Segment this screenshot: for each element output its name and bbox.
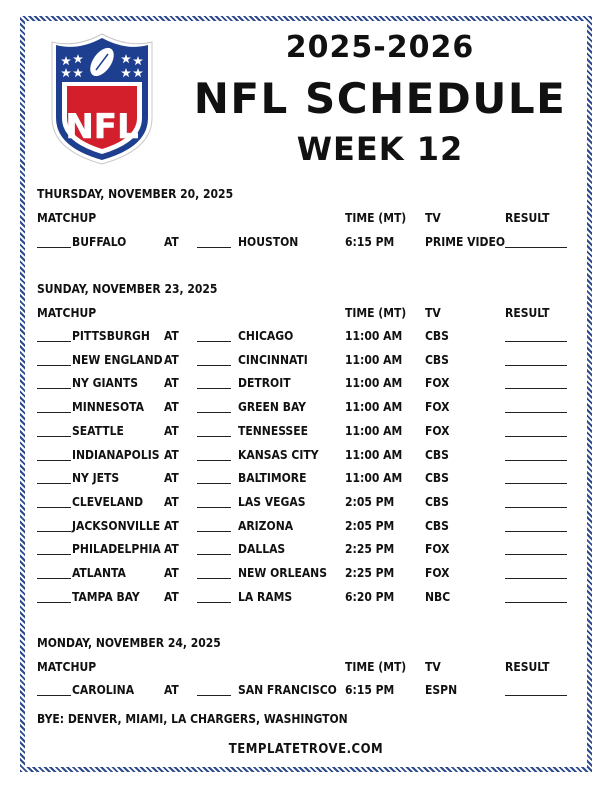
game-time: 6:15 PM — [345, 235, 395, 249]
game-time: 2:05 PM — [345, 518, 395, 533]
game-row — [0, 493, 612, 511]
tv-header: TV — [425, 211, 441, 225]
home-pick-line[interactable] — [197, 436, 231, 437]
result-line[interactable] — [505, 695, 567, 696]
away-team: INDIANAPOLIS — [72, 447, 160, 462]
home-team: GREEN BAY — [238, 400, 306, 415]
away-team: CLEVELAND — [72, 494, 144, 509]
game-time: 11:00 AM — [345, 423, 403, 438]
away-pick-line[interactable] — [37, 602, 71, 603]
home-team: ARIZONA — [238, 518, 294, 533]
away-pick-line[interactable] — [37, 695, 71, 696]
tv-network: CBS — [425, 352, 449, 367]
tv-network: CBS — [425, 471, 449, 486]
home-team: LA RAMS — [238, 589, 293, 604]
matchup-header: MATCHUP — [37, 306, 97, 320]
away-team: NY JETS — [72, 471, 120, 486]
at-label: AT — [164, 566, 179, 580]
home-team: CHICAGO — [238, 329, 294, 343]
tv-network: ESPN — [425, 683, 458, 697]
at-label: AT — [164, 447, 179, 462]
at-label: AT — [164, 423, 179, 438]
game-row — [0, 517, 612, 535]
game-row — [0, 374, 612, 392]
result-line[interactable] — [505, 507, 567, 508]
result-line[interactable] — [505, 247, 567, 248]
at-label: AT — [164, 518, 179, 533]
tv-network: PRIME VIDEO — [425, 235, 506, 249]
away-pick-line[interactable] — [37, 436, 71, 437]
tv-network: FOX — [425, 423, 450, 438]
at-label: AT — [164, 683, 179, 697]
away-team: ATLANTA — [72, 566, 126, 580]
logo-text: NFL — [65, 107, 139, 147]
home-team: DETROIT — [238, 376, 291, 391]
bye-teams: BYE: DENVER, MIAMI, LA CHARGERS, WASHINGTON — [37, 712, 348, 726]
tv-network: CBS — [425, 494, 449, 509]
result-line[interactable] — [505, 436, 567, 437]
away-team: PHILADELPHIA — [72, 542, 161, 557]
home-pick-line[interactable] — [197, 388, 231, 389]
away-pick-line[interactable] — [37, 483, 71, 484]
away-team: NY GIANTS — [72, 376, 139, 391]
tv-network: FOX — [425, 542, 450, 557]
home-pick-line[interactable] — [197, 460, 231, 461]
matchup-header: MATCHUP — [37, 211, 97, 225]
away-pick-line[interactable] — [37, 388, 71, 389]
footer-site: TEMPLATETROVE.COM — [228, 742, 384, 757]
time-header: TIME (MT) — [345, 660, 407, 674]
section-date: MONDAY, NOVEMBER 24, 2025 — [37, 636, 221, 650]
game-row — [0, 351, 612, 369]
column-header-row — [0, 209, 612, 227]
home-pick-line[interactable] — [197, 695, 231, 696]
at-label: AT — [164, 376, 179, 391]
game-row — [0, 398, 612, 416]
tv-network: CBS — [425, 447, 449, 462]
result-line[interactable] — [505, 554, 567, 555]
game-row — [0, 564, 612, 582]
home-pick-line[interactable] — [197, 341, 231, 342]
away-pick-line[interactable] — [37, 365, 71, 366]
game-time: 6:20 PM — [345, 589, 395, 604]
away-team: PITTSBURGH — [72, 329, 150, 343]
matchup-header: MATCHUP — [37, 660, 97, 674]
week-title: WEEK 12 — [296, 130, 464, 168]
result-header: RESULT — [505, 211, 550, 225]
away-pick-line[interactable] — [37, 247, 71, 248]
tv-header: TV — [425, 306, 441, 320]
section-date: THURSDAY, NOVEMBER 20, 2025 — [37, 187, 234, 201]
home-pick-line[interactable] — [197, 507, 231, 508]
home-pick-line[interactable] — [197, 554, 231, 555]
section-date: SUNDAY, NOVEMBER 23, 2025 — [37, 282, 218, 296]
tv-network: FOX — [425, 566, 450, 580]
away-pick-line[interactable] — [37, 554, 71, 555]
result-header: RESULT — [505, 660, 550, 674]
home-team: NEW ORLEANS — [238, 566, 327, 580]
away-team: BUFFALO — [72, 235, 127, 249]
game-time: 11:00 AM — [345, 329, 403, 343]
home-pick-line[interactable] — [197, 365, 231, 366]
at-label: AT — [164, 400, 179, 415]
home-pick-line[interactable] — [197, 412, 231, 413]
home-team: TENNESSEE — [238, 423, 308, 438]
home-team: SAN FRANCISCO — [238, 683, 337, 697]
game-row — [0, 327, 612, 345]
game-time: 11:00 AM — [345, 447, 403, 462]
game-row — [0, 422, 612, 440]
tv-network: FOX — [425, 400, 450, 415]
away-pick-line[interactable] — [37, 460, 71, 461]
column-header-row — [0, 658, 612, 676]
game-time: 2:25 PM — [345, 566, 395, 580]
away-pick-line[interactable] — [37, 531, 71, 532]
game-row — [0, 233, 612, 251]
result-line[interactable] — [505, 578, 567, 579]
away-team: SEATTLE — [72, 423, 124, 438]
away-pick-line[interactable] — [37, 578, 71, 579]
time-header: TIME (MT) — [345, 211, 407, 225]
home-team: KANSAS CITY — [238, 447, 319, 462]
schedule-title: NFL SCHEDULE — [193, 74, 567, 123]
away-pick-line[interactable] — [37, 341, 71, 342]
game-row — [0, 446, 612, 464]
game-time: 11:00 AM — [345, 471, 403, 486]
result-line[interactable] — [505, 483, 567, 484]
away-team: NEW ENGLAND — [72, 352, 163, 367]
result-line[interactable] — [505, 460, 567, 461]
home-team: BALTIMORE — [238, 471, 307, 486]
result-line[interactable] — [505, 531, 567, 532]
home-team: HOUSTON — [238, 235, 299, 249]
result-line[interactable] — [505, 602, 567, 603]
away-pick-line[interactable] — [37, 507, 71, 508]
column-header-row — [0, 304, 612, 322]
result-line[interactable] — [505, 365, 567, 366]
away-team: CAROLINA — [72, 683, 135, 697]
tv-network: CBS — [425, 518, 449, 533]
game-row — [0, 588, 612, 606]
game-time: 2:05 PM — [345, 494, 395, 509]
result-line[interactable] — [505, 388, 567, 389]
tv-network: NBC — [425, 589, 451, 604]
tv-network: CBS — [425, 329, 449, 343]
game-row — [0, 681, 612, 699]
result-line[interactable] — [505, 341, 567, 342]
game-row — [0, 540, 612, 558]
at-label: AT — [164, 471, 179, 486]
tv-network: FOX — [425, 376, 450, 391]
away-pick-line[interactable] — [37, 412, 71, 413]
at-label: AT — [164, 494, 179, 509]
at-label: AT — [164, 352, 179, 367]
home-pick-line[interactable] — [197, 247, 231, 248]
tv-header: TV — [425, 660, 441, 674]
result-line[interactable] — [505, 412, 567, 413]
game-time: 6:15 PM — [345, 683, 395, 697]
home-pick-line[interactable] — [197, 602, 231, 603]
away-team: MINNESOTA — [72, 400, 144, 415]
home-pick-line[interactable] — [197, 531, 231, 532]
at-label: AT — [164, 235, 179, 249]
game-time: 11:00 AM — [345, 376, 403, 391]
home-team: CINCINNATI — [238, 352, 308, 367]
game-row — [0, 469, 612, 487]
at-label: AT — [164, 329, 179, 343]
game-time: 11:00 AM — [345, 400, 403, 415]
game-time: 11:00 AM — [345, 352, 403, 367]
nfl-shield-logo — [50, 32, 154, 166]
home-team: LAS VEGAS — [238, 494, 306, 509]
game-time: 2:25 PM — [345, 542, 395, 557]
home-pick-line[interactable] — [197, 578, 231, 579]
at-label: AT — [164, 589, 179, 604]
season-title: 2025-2026 — [285, 30, 475, 65]
at-label: AT — [164, 542, 179, 557]
home-pick-line[interactable] — [197, 483, 231, 484]
result-header: RESULT — [505, 306, 550, 320]
away-team: JACKSONVILLE — [72, 518, 161, 533]
away-team: TAMPA BAY — [72, 589, 140, 604]
home-team: DALLAS — [238, 542, 286, 557]
time-header: TIME (MT) — [345, 306, 407, 320]
